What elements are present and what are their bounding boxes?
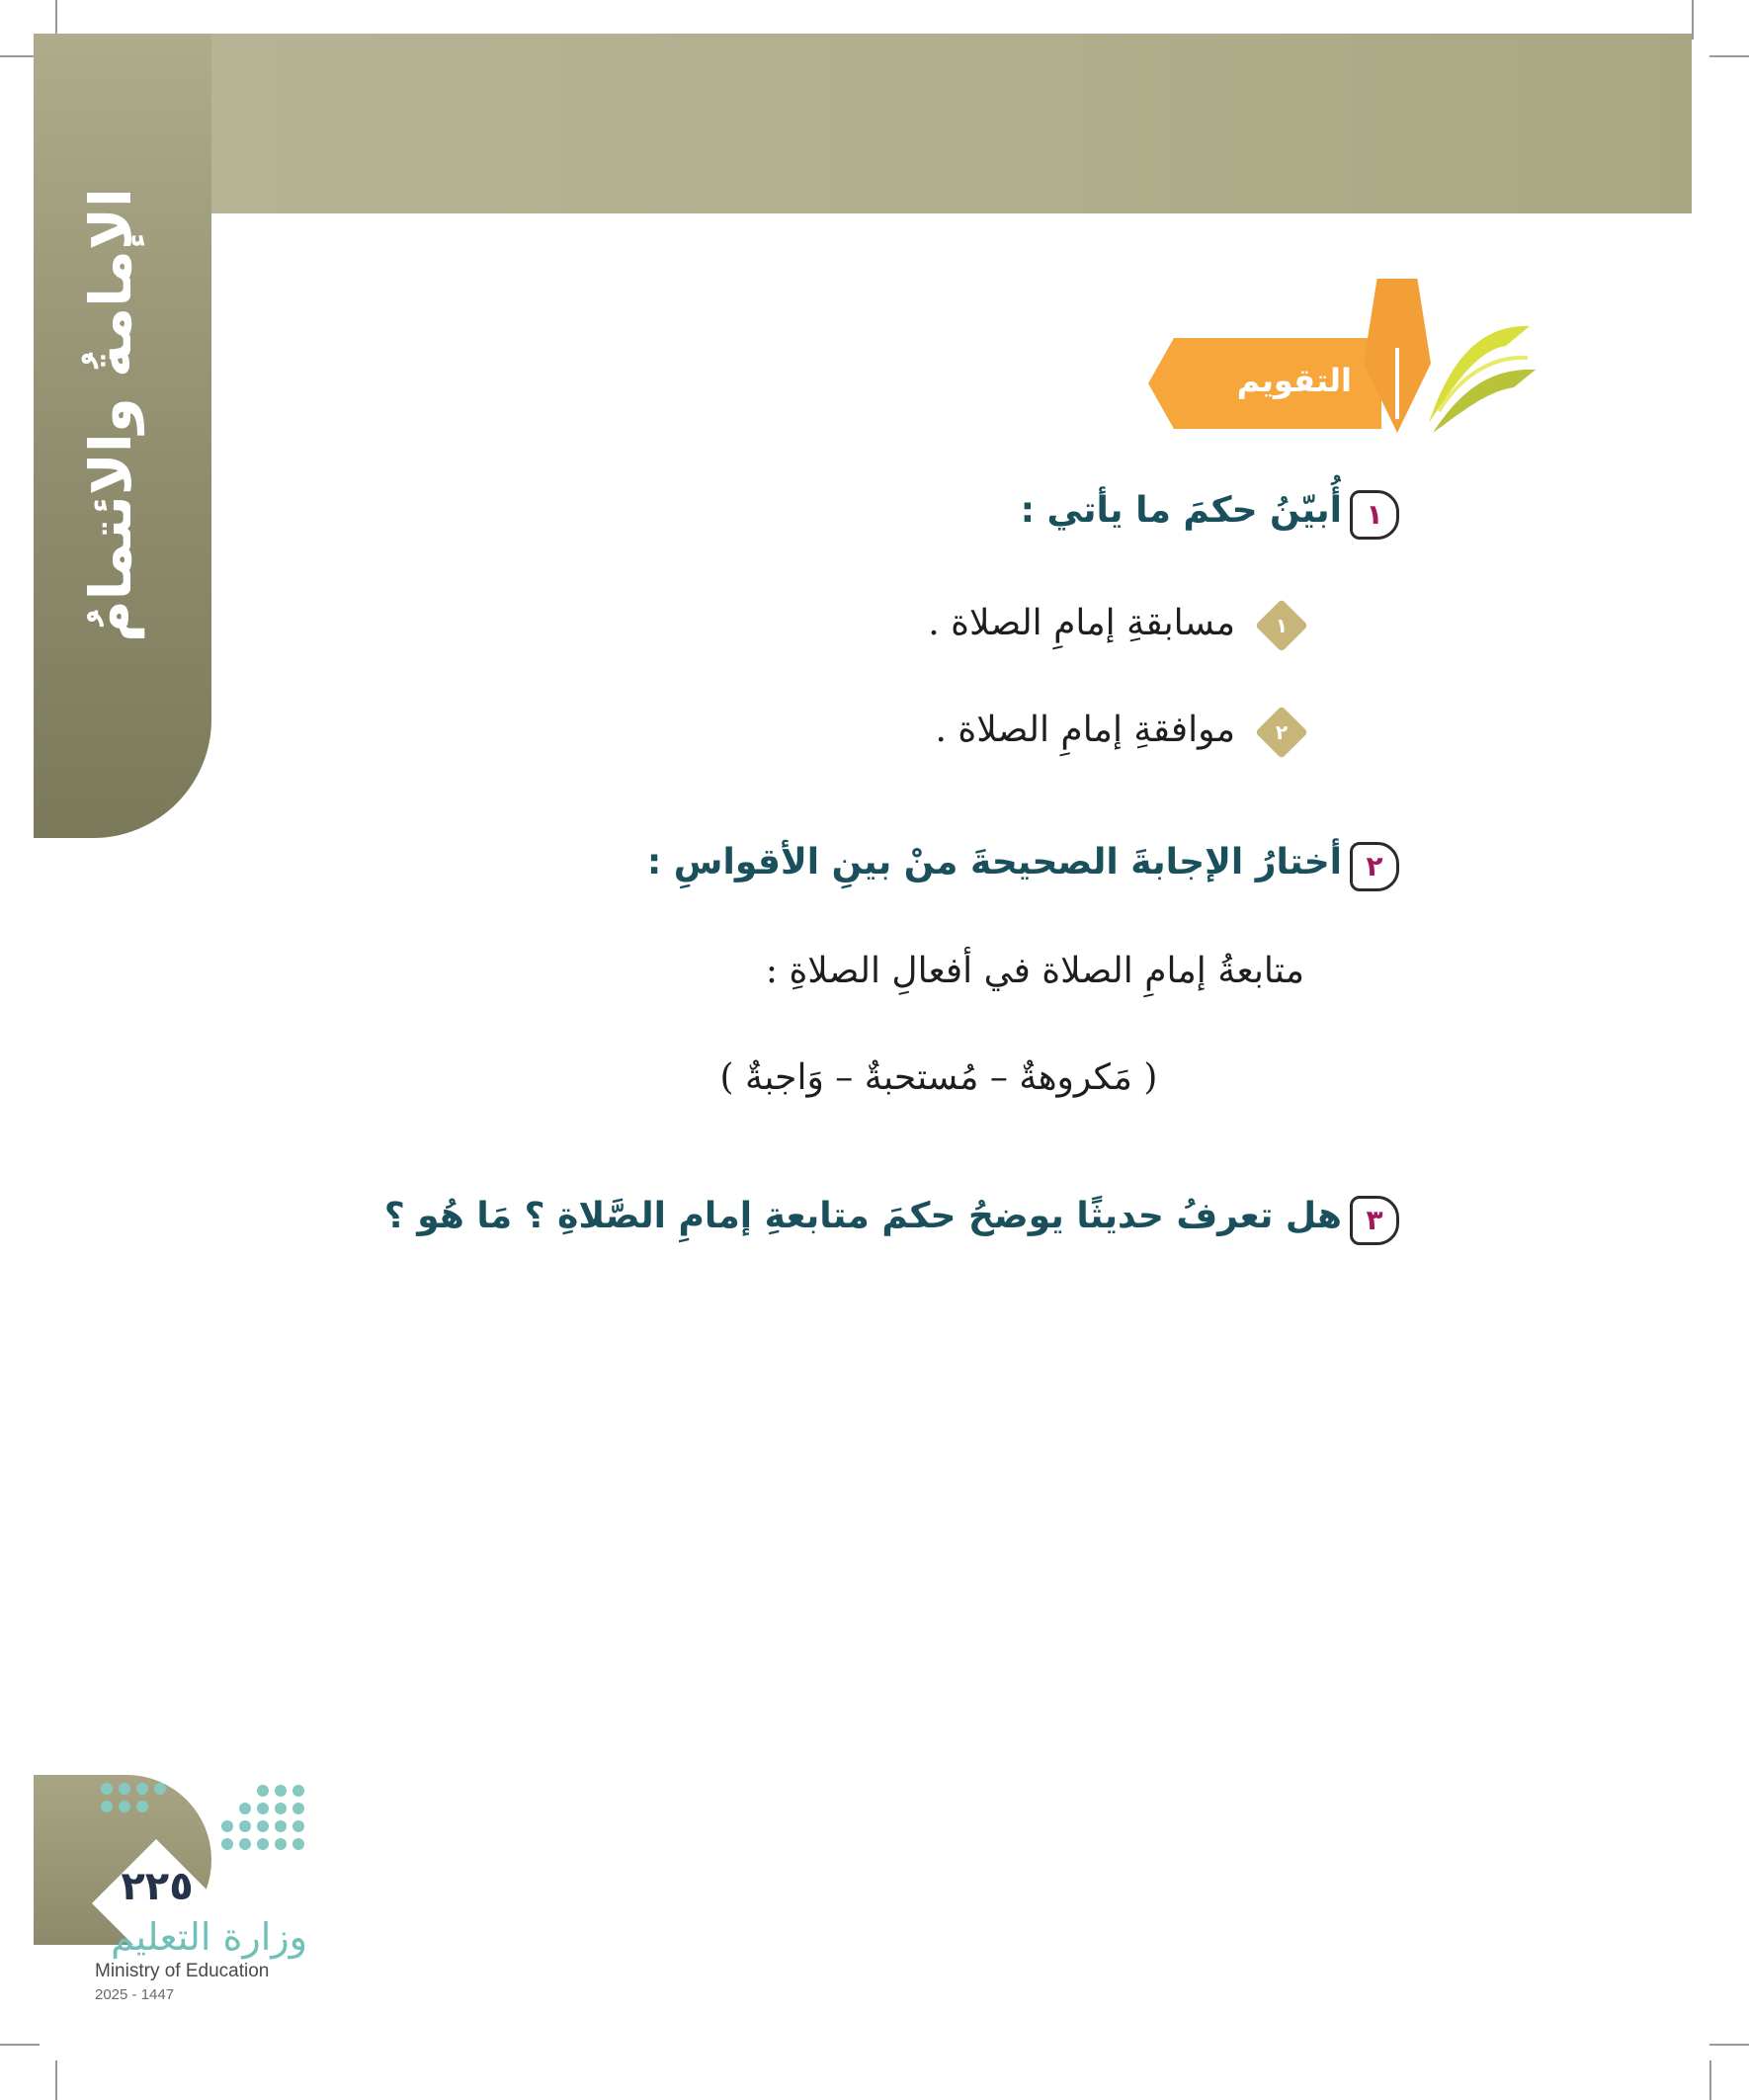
bullet-number: ١ [1275, 614, 1289, 637]
ministry-name-en: Ministry of Education [95, 1961, 270, 1981]
list-item: مسابقةِ إمامِ الصلاة . [928, 603, 1235, 643]
chapter-title-text: الإمامةُ والائتمامُ [77, 188, 144, 642]
leaves-icon [1419, 285, 1538, 433]
question-prompt: أُبيّنُ حكمَ ما يأتي : [1020, 490, 1342, 531]
page-number: ٢٢٥ [121, 1864, 194, 1909]
crop-mark [55, 2060, 57, 2100]
answer-choices: ( مَكروهةٌ – مُستحبةٌ – وَاجبةٌ ) [719, 1057, 1158, 1098]
ministry-name-ar: وزارة التعليم [111, 1915, 307, 1959]
crop-mark [1709, 2044, 1749, 2046]
crop-mark [1692, 0, 1694, 40]
section-badge-label: التقويم [1236, 362, 1352, 399]
question-number: ٢ [1350, 842, 1399, 891]
crop-mark [1709, 2060, 1711, 2100]
question-prompt: هل تعرفُ حديثًا يوضحُ حكمَ متابعةِ إمامِ الصَّلاةِ ؟ مَا هُو ؟ [383, 1196, 1342, 1236]
crop-mark [0, 2044, 40, 2046]
question-prompt: أختارُ الإجابةَ الصحيحةَ منْ بينِ الأقواسِ : [646, 842, 1342, 882]
header-band [34, 34, 1692, 213]
question-number: ١ [1350, 490, 1399, 540]
edition-year: 2025 - 1447 [95, 1986, 175, 2003]
bullet-number: ٢ [1275, 720, 1289, 744]
list-item: موافقةِ إمامِ الصلاة . [935, 710, 1235, 750]
question-number: ٣ [1350, 1196, 1399, 1245]
crop-mark [1709, 55, 1749, 57]
question-statement: متابعةُ إمامِ الصلاة في أفعالِ الصلاةِ : [765, 951, 1304, 991]
